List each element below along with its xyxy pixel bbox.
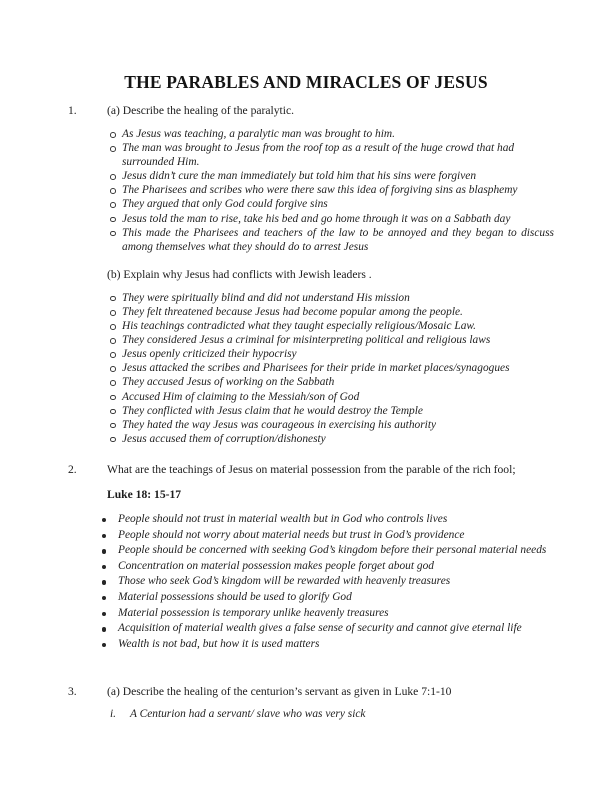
list-item: They hated the way Jesus was courageous in exercising his authority xyxy=(0,418,612,432)
list-item: Jesus told the man to rise, take his bed and go home through it was on a Sabbath day xyxy=(0,212,612,226)
list-item: Those who seek God’s kingdom will be rewarded with heavenly treasures xyxy=(0,574,612,590)
question-1-part-a-text: (a) Describe the healing of the paralytic. xyxy=(107,104,295,117)
list-item: They considered Jesus a criminal for misinterpreting political and religious laws xyxy=(0,333,612,347)
question-block-1 xyxy=(0,103,612,446)
question-1-part-b-list xyxy=(0,291,612,446)
list-item: Accused Him of claiming to the Messiah/son of God xyxy=(0,390,612,404)
question-2-scripture-reference: Luke 18: 15-17 xyxy=(107,488,182,501)
question-3-part-a-text: (a) Describe the healing of the centurion’s servant as given in Luke 7:1-10 xyxy=(107,685,452,698)
question-1-part-a-list xyxy=(0,127,612,254)
question-1-number: 1. xyxy=(68,104,77,117)
question-2-list xyxy=(0,512,612,652)
list-item: Jesus openly criticized their hypocrisy xyxy=(0,347,612,361)
list-item: As Jesus was teaching, a paralytic man was brought to him. xyxy=(0,127,612,141)
list-item: They argued that only God could forgive sins xyxy=(0,197,612,211)
list-item: They felt threatened because Jesus had become popular among the people. xyxy=(0,305,612,319)
list-item: Jesus didn’t cure the man immediately but told him that his sins were forgiven xyxy=(0,169,612,183)
list-item: People should not trust in material wealth but in God who controls lives xyxy=(0,512,612,528)
question-block-2 xyxy=(0,462,612,652)
list-item-marker: i. xyxy=(110,708,117,720)
list-item: The man was brought to Jesus from the roof top as a result of the huge crowd that had surrounded Him. xyxy=(0,141,612,169)
list-item: Material possessions should be used to glorify God xyxy=(0,590,612,606)
question-block-3 xyxy=(0,684,612,722)
list-item: People should be concerned with seeking God’s kingdom before their personal material needs xyxy=(0,543,612,559)
list-item: Material possession is temporary unlike heavenly treasures xyxy=(0,606,612,622)
question-1-part-b-heading: (b) Explain why Jesus had conflicts with Jewish leaders . xyxy=(107,267,372,281)
list-item: This made the Pharisees and teachers of the law to be annoyed and they began to discuss among themselves what they should do to arrest Jesus xyxy=(0,226,612,254)
list-item: His teachings contradicted what they taught especially religious/Mosaic Law. xyxy=(0,319,612,333)
list-item: They conflicted with Jesus claim that he would destroy the Temple xyxy=(0,404,612,418)
list-item: People should not worry about material needs but trust in God’s providence xyxy=(0,528,612,544)
page-title: THE PARABLES AND MIRACLES OF JESUS xyxy=(124,72,488,92)
list-item: They accused Jesus of working on the Sabbath xyxy=(0,375,612,389)
question-2-number: 2. xyxy=(68,463,77,476)
list-item: Concentration on material possession makes people forget about god xyxy=(0,559,612,575)
list-item xyxy=(0,707,612,722)
question-1-part-a-heading xyxy=(0,103,612,118)
list-item: The Pharisees and scribes who were there saw this idea of forgiving sins as blasphemy xyxy=(0,183,612,197)
question-3-part-a-list xyxy=(0,707,612,722)
list-item: Jesus attacked the scribes and Pharisees for their pride in market places/synagogues xyxy=(0,361,612,375)
list-item: Jesus accused them of corruption/dishonesty xyxy=(0,432,612,446)
question-3-number: 3. xyxy=(68,685,77,698)
question-2-prompt: What are the teachings of Jesus on material possession from the parable of the rich fool; xyxy=(107,463,516,476)
question-3-part-a-heading xyxy=(0,684,612,699)
list-item: Wealth is not bad, but how it is used matters xyxy=(0,637,612,653)
list-item: They were spiritually blind and did not understand His mission xyxy=(0,291,612,305)
question-2-heading xyxy=(0,462,612,477)
list-item: Acquisition of material wealth gives a false sense of security and cannot give eternal life xyxy=(0,621,612,637)
list-item-text: A Centurion had a servant/ slave who was very sick xyxy=(130,708,366,720)
